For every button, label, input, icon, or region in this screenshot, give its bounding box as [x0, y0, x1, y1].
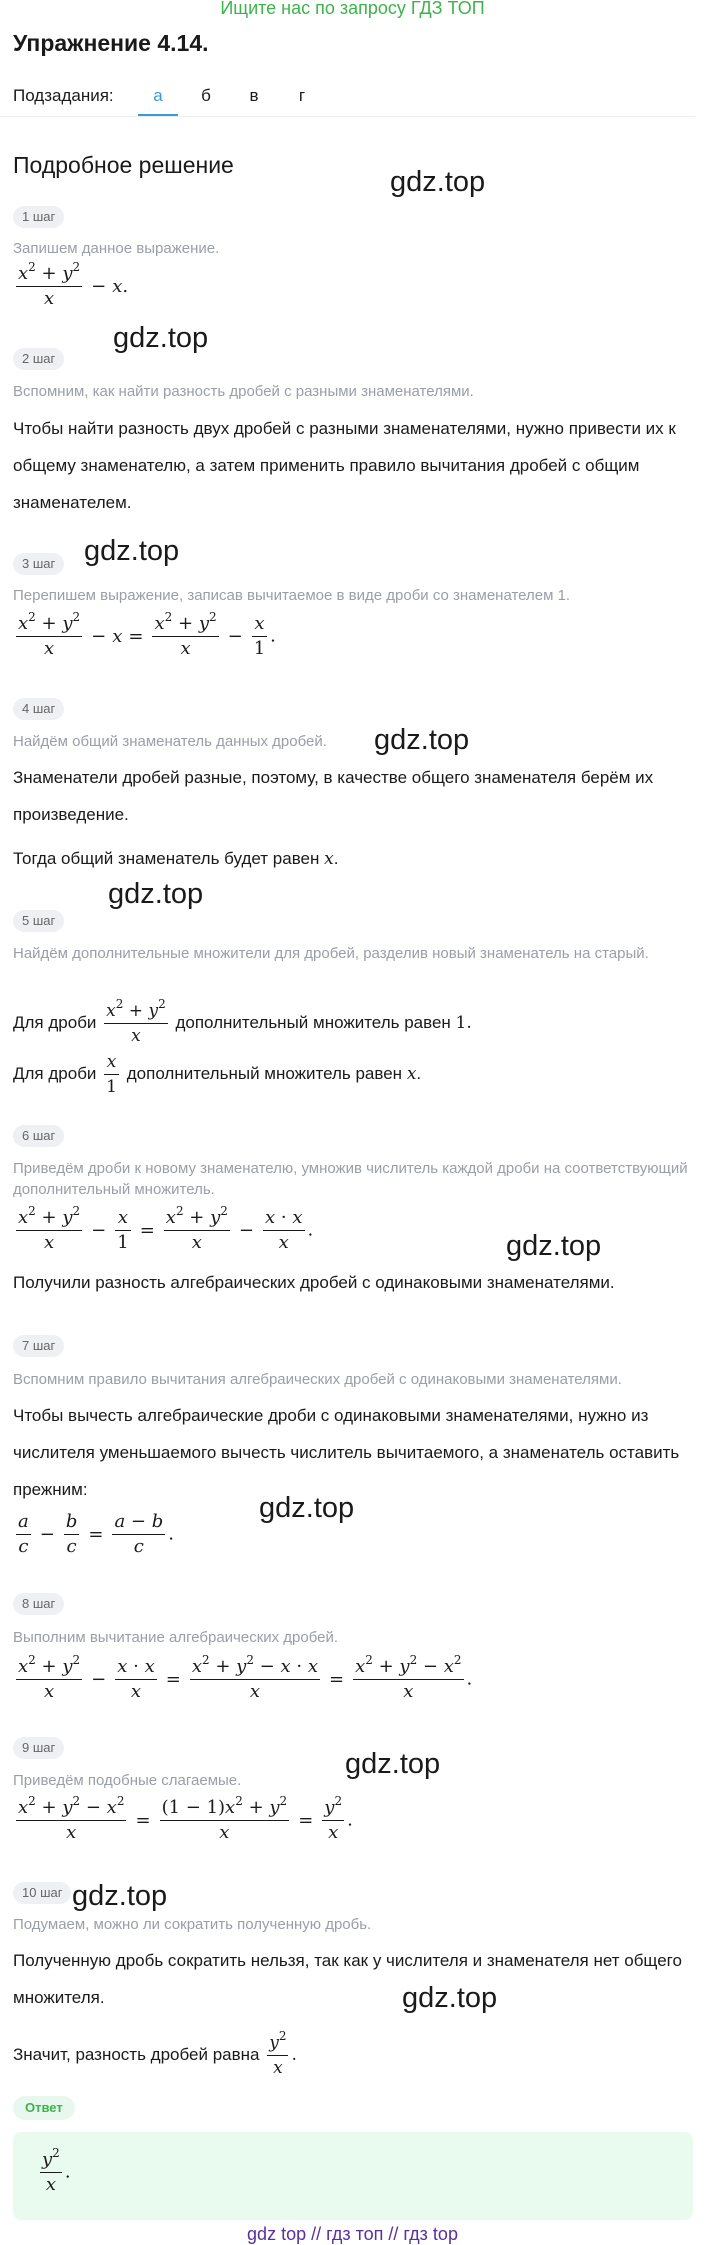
step-badge: 10 шаг: [13, 1882, 71, 1904]
section-title: Подробное решение: [13, 152, 234, 178]
step-badge: 5 шаг: [13, 910, 64, 932]
watermark: gdz.top: [390, 166, 486, 198]
step-hint: Найдём общий знаменатель данных дробей.: [13, 733, 327, 750]
formula: $\frac{x^2 + y^2}{x}$ − $\frac{x}{1}$ = $\frac{x^2 + y^2}{x}$ − $\frac{x \cdot x}{x}$ .: [18, 1204, 314, 1253]
answer-formula: $\frac{y^2}{x}$ .: [42, 2146, 71, 2195]
watermark: gdz.top: [84, 535, 180, 567]
step-hint: Подумаем, можно ли сократить полученную дробь.: [13, 1916, 372, 1933]
watermark: gdz.top: [374, 724, 470, 756]
tab-g[interactable]: г: [298, 86, 306, 105]
step-hint: Перепишем выражение, записав вычитаемое в виде дроби со знаменателем 1.: [13, 587, 571, 604]
watermark: gdz.top: [108, 878, 204, 910]
step-text: Получили разность алгебраических дробей с одинаковыми знаменателями.: [13, 1273, 615, 1292]
formula: $\frac{x^2 + y^2}{x}$ − x.: [18, 260, 129, 309]
step-hint: Вспомним, как найти разность дробей с разными знаменателями.: [13, 383, 474, 400]
formula: $\frac{x^2 + y^2 - x^2}{x}$ = $\frac{(1 - 1)x^2 + y^2}{x}$ = $\frac{y^2}{x}$ .: [18, 1794, 353, 1843]
step-badge: 9 шаг: [13, 1737, 64, 1759]
step-text: Тогда общий знаменатель будет равен x.: [13, 849, 339, 869]
step-hint: Выполним вычитание алгебраических дробей.: [13, 1629, 339, 1646]
watermark: gdz.top: [259, 1492, 355, 1524]
step-text-prefix: Тогда общий знаменатель будет равен: [13, 849, 320, 868]
step-text: Полученную дробь сократить нельзя, так как у числителя и знаменателя нет общего множителя.: [13, 1951, 682, 2007]
step-text: Для дроби $\frac{x}{1}$ дополнительный множитель равен x.: [13, 1052, 422, 1097]
answer-badge: Ответ: [13, 2096, 75, 2120]
page-title: Упражнение 4.14.: [13, 30, 209, 56]
step-badge: 3 шаг: [13, 553, 64, 575]
footer-links[interactable]: gdz top // гдз топ // гдз top: [247, 2224, 458, 2244]
step-hint: Запишем данное выражение.: [13, 240, 220, 257]
step-badge: 7 шаг: [13, 1335, 64, 1357]
formula: $\frac{x^2 + y^2}{x}$ − x = $\frac{x^2 + y^2}{x}$ − $\frac{x}{1}$ .: [18, 610, 276, 659]
step-text: Знаменатели дробей разные, поэтому, в качестве общего знаменателя берём их произведение.: [13, 768, 654, 824]
step-text: Чтобы найти разность двух дробей с разными знаменателями, нужно привести их к общему знаменателю, а затем применить правило вычитания дробей с общим знаменателем.: [13, 419, 676, 512]
step-hint: Найдём дополнительные множители для дробей, разделив новый знаменатель на старый.: [13, 945, 649, 962]
watermark: gdz.top: [506, 1230, 602, 1262]
formula: $\frac{a}{c}$ − $\frac{b}{c}$ = $\frac{a - b}{c}$ .: [18, 1511, 174, 1557]
step-badge: 1 шаг: [13, 206, 64, 228]
step-badge: 2 шаг: [13, 348, 64, 370]
step-text: Чтобы вычесть алгебраические дроби с одинаковыми знаменателями, нужно из числителя уменьшаемого вычесть числитель вычитаемого, а знаменатель оставить прежним:: [13, 1406, 680, 1499]
watermark: gdz.top: [345, 1748, 441, 1780]
watermark: gdz.top: [72, 1880, 168, 1912]
step-text: Для дроби $\frac{x^2 + y^2}{x}$ дополнительный множитель равен 1.: [13, 997, 472, 1046]
line-prefix: Для дроби: [13, 1064, 97, 1083]
watermark: gdz.top: [402, 1982, 498, 2014]
step-badge: 4 шаг: [13, 698, 64, 720]
tabs-divider: [0, 116, 695, 117]
step-badge: 8 шаг: [13, 1593, 64, 1615]
step-hint: Вспомним правило вычитания алгебраических дробей с одинаковыми знаменателями.: [13, 1371, 622, 1388]
subtasks-label: Подзадания:: [13, 86, 114, 105]
tab-b[interactable]: б: [201, 86, 211, 105]
step-hint: Приведём дроби к новому знаменателю, умножив числитель каждой дроби на соответствующий дополнительный множитель.: [13, 1160, 688, 1198]
active-tab-indicator: [138, 114, 178, 116]
step-badge: 6 шаг: [13, 1125, 64, 1147]
tab-a[interactable]: а: [153, 86, 163, 105]
formula: $\frac{x^2 + y^2}{x}$ − $\frac{x \cdot x}{x}$ = $\frac{x^2 + y^2 - x \cdot x}{x}$ = $\frac{x^2 + y^2 - x^2}{x}$ .: [18, 1653, 473, 1702]
tab-v[interactable]: в: [249, 86, 259, 105]
watermark: gdz.top: [113, 322, 209, 354]
conclusion-prefix: Значит, разность дробей равна: [13, 2045, 260, 2064]
top-banner[interactable]: Ищите нас по запросу ГДЗ ТОП: [220, 0, 485, 18]
line-prefix: Для дроби: [13, 1013, 97, 1032]
line-suffix: дополнительный множитель равен: [126, 1064, 403, 1083]
step-text: Значит, разность дробей равна $\frac{y^2}{x}$ .: [13, 2029, 297, 2078]
step-hint: Приведём подобные слагаемые.: [13, 1772, 242, 1789]
line-suffix: дополнительный множитель равен: [175, 1013, 451, 1032]
answer-box: [13, 2132, 693, 2220]
